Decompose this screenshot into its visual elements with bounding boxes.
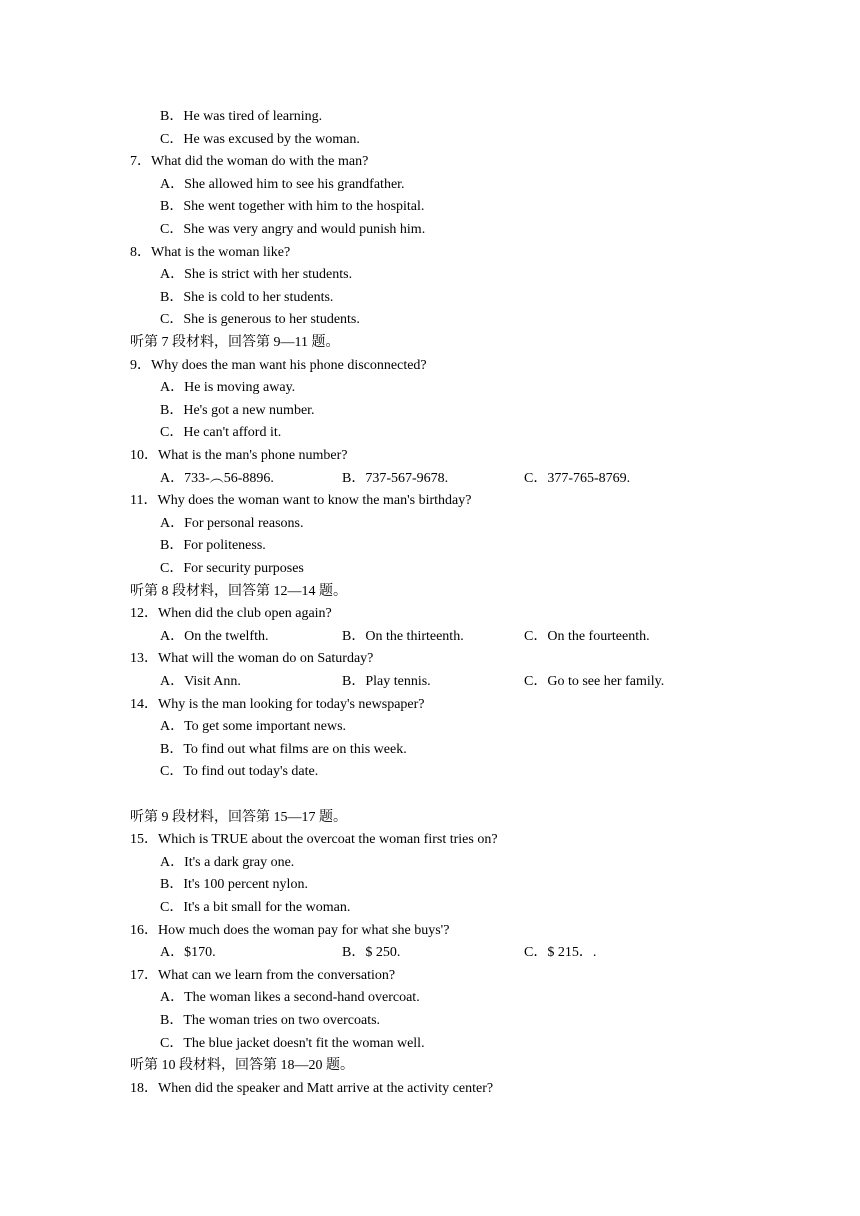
section-text: 听第 10 段材料，回答第 18—20 题。 <box>130 1058 354 1074</box>
option-line <box>0 400 860 422</box>
section-instruction <box>0 581 860 603</box>
option-text: A．It's a dark gray one. <box>160 854 295 870</box>
option-line <box>0 309 860 331</box>
option-text: C．On the fourteenth. <box>524 628 650 644</box>
question-line <box>0 965 860 987</box>
option-line <box>0 716 860 738</box>
option-text: B．It's 100 percent nylon. <box>160 877 308 893</box>
option-line <box>0 1010 860 1032</box>
option-text: A．She allowed him to see his grandfather. <box>160 176 405 192</box>
question-text: 13．What will the woman do on Saturday? <box>130 651 374 667</box>
question-text: 11．Why does the woman want to know the man's birthday? <box>130 493 472 509</box>
option-text: C．377-765-8769. <box>524 470 631 486</box>
option-text: A．733-︵56-8896. <box>160 470 274 486</box>
question-text: 18．When did the speaker and Matt arrive at the activity center? <box>130 1080 494 1096</box>
option-text: B．He was tired of learning. <box>160 109 323 124</box>
option-text: B．She went together with him to the hospital. <box>160 199 425 215</box>
question-text: 17．What can we learn from the conversation? <box>130 967 396 983</box>
option-line <box>0 264 860 286</box>
option-text: B．On the thirteenth. <box>342 628 464 644</box>
option-line <box>0 897 860 919</box>
question-line <box>0 355 860 377</box>
option-text: B．She is cold to her students. <box>160 289 334 305</box>
option-text: C．$ 215．. <box>524 945 597 961</box>
option-text: A．To get some important news. <box>160 719 347 735</box>
option-line <box>0 106 860 128</box>
option-text: B．737-567-9678. <box>342 470 449 486</box>
option-text: A．The woman likes a second-hand overcoat. <box>160 990 420 1006</box>
question-line <box>0 829 860 851</box>
question-line <box>0 694 860 716</box>
option-row <box>0 942 860 964</box>
option-row <box>0 671 860 693</box>
question-line <box>0 1078 860 1100</box>
question-text: 16．How much does the woman pay for what she buys'? <box>130 922 450 938</box>
question-text: 15．Which is TRUE about the overcoat the woman first tries on? <box>130 832 498 848</box>
option-text: A．On the twelfth. <box>160 628 269 644</box>
option-text: B．He's got a new number. <box>160 402 315 418</box>
question-text: 7．What did the woman do with the man? <box>130 154 369 170</box>
option-line <box>0 422 860 444</box>
question-text: 14．Why is the man looking for today's newspaper? <box>130 696 425 712</box>
option-line <box>0 174 860 196</box>
option-text: C．For security purposes <box>160 561 304 576</box>
question-text: 12．When did the club open again? <box>130 606 332 622</box>
question-line <box>0 920 860 942</box>
option-text: C．She was very angry and would punish him. <box>160 222 426 237</box>
option-line <box>0 287 860 309</box>
option-text: B．Play tennis. <box>342 674 431 689</box>
option-line <box>0 739 860 761</box>
option-text: A．For personal reasons. <box>160 515 304 531</box>
option-text: C．He can't afford it. <box>160 425 282 441</box>
option-line <box>0 558 860 580</box>
option-line <box>0 196 860 218</box>
option-line <box>0 987 860 1009</box>
question-line <box>0 490 860 512</box>
option-text: C．To find out today's date. <box>160 764 319 780</box>
option-text: C．He was excused by the woman. <box>160 131 360 147</box>
option-line <box>0 761 860 783</box>
section-instruction <box>0 332 860 354</box>
blank-line <box>0 784 860 806</box>
question-text: 8．What is the woman like? <box>130 244 291 260</box>
question-line <box>0 603 860 625</box>
option-line <box>0 535 860 557</box>
option-text: C．Go to see her family. <box>524 674 665 689</box>
option-line <box>0 219 860 241</box>
option-text: C．The blue jacket doesn't fit the woman well. <box>160 1035 425 1051</box>
option-text: B．To find out what films are on this week. <box>160 741 407 757</box>
option-text: B．The woman tries on two overcoats. <box>160 1013 381 1028</box>
option-line <box>0 129 860 151</box>
option-text: A．Visit Ann. <box>160 674 241 689</box>
question-text: 10．What is the man's phone number? <box>130 448 348 463</box>
section-instruction <box>0 1055 860 1077</box>
section-text: 听第 8 段材料，回答第 12—14 题。 <box>130 583 347 599</box>
option-text: B．$ 250. <box>342 945 401 961</box>
question-line <box>0 242 860 264</box>
option-row <box>0 468 860 490</box>
option-line <box>0 1033 860 1055</box>
question-line <box>0 445 860 467</box>
question-line <box>0 648 860 670</box>
option-line <box>0 874 860 896</box>
option-text: C．It's a bit small for the woman. <box>160 900 351 915</box>
section-text: 听第 7 段材料，回答第 9—11 题。 <box>130 335 340 350</box>
question-line <box>0 151 860 173</box>
option-text: B．For politeness. <box>160 538 266 554</box>
option-line <box>0 852 860 874</box>
option-line <box>0 513 860 535</box>
option-text: A．She is strict with her students. <box>160 267 353 283</box>
section-instruction <box>0 807 860 829</box>
section-text: 听第 9 段材料，回答第 15—17 题。 <box>130 809 347 825</box>
option-text: A．$170. <box>160 945 216 961</box>
option-text: A．He is moving away. <box>160 380 296 396</box>
option-text: C．She is generous to her students. <box>160 312 360 328</box>
option-row <box>0 626 860 648</box>
option-line <box>0 377 860 399</box>
question-text: 9．Why does the man want his phone disconnected? <box>130 357 427 373</box>
